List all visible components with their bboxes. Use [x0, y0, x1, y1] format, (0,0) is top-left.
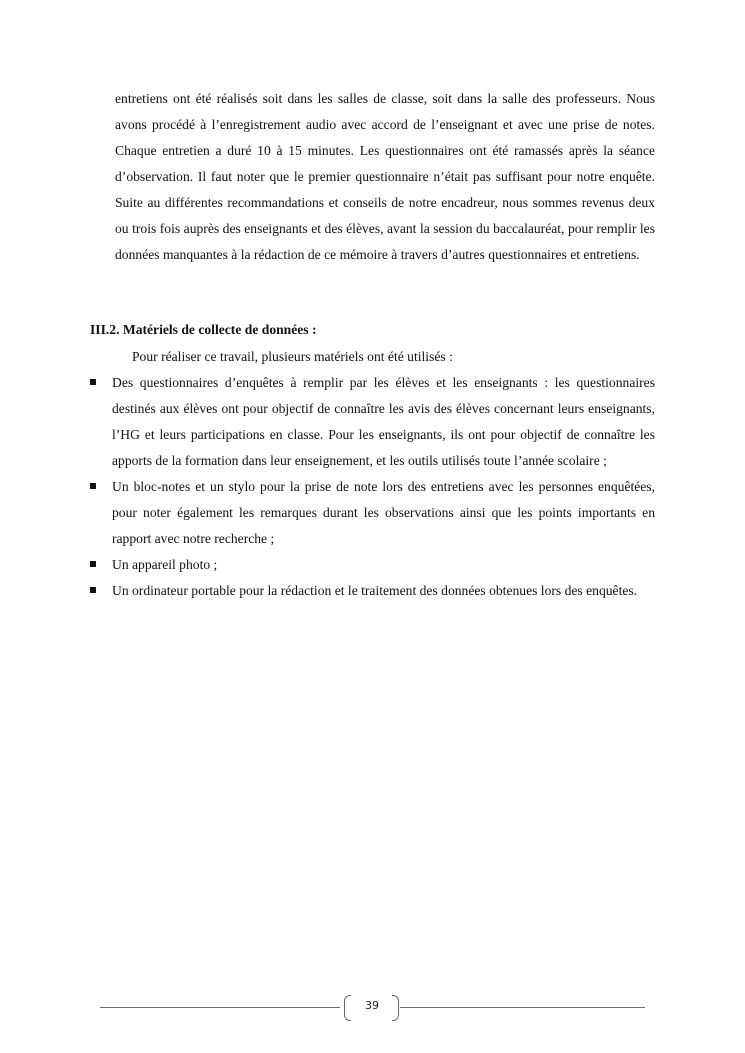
square-bullet-icon: [90, 483, 96, 489]
right-brace-icon: [392, 995, 399, 1021]
list-item: [90, 474, 655, 552]
list-item-text: Un appareil photo ;: [112, 557, 218, 572]
footer-rule-left: [100, 1007, 340, 1008]
square-bullet-icon: [90, 587, 96, 593]
list-item: [90, 578, 655, 604]
materials-list: [90, 370, 655, 604]
list-item: [90, 370, 655, 474]
page-footer: [100, 993, 645, 1023]
body-paragraph: entretiens ont été réalisés soit dans les salles de classe, soit dans la salle des professeurs. Nous avons procédé à l’enregistrement audio avec accord de l’enseignant et avec une prise de notes. Chaque entretien a duré 10 à 15 minutes. Les questionnaires ont été ramassés après la séance d’observation. Il faut noter que le premier questionnaire n’était pas suffisant pour notre enquête. Suite au différentes recommandations et conseils de notre encadreur, nous sommes revenus deux ou trois fois auprès des enseignants et des élèves, avant la session du baccalauréat, pour remplir les données manquantes à la rédaction de ce mémoire à travers d’autres questionnaires et entretiens.: [115, 91, 655, 262]
square-bullet-icon: [90, 379, 96, 385]
page-number: 39: [365, 999, 379, 1012]
left-brace-icon: [344, 995, 351, 1021]
list-item-text: Des questionnaires d’enquêtes à remplir par les élèves et les enseignants : les questionnaires destinés aux élèves ont pour objectif de connaître les avis des élèves concernant leurs enseignants, l’HG et leurs participations en classe. Pour les enseignants, ils ont pour objectif de connaître les apports de la formation dans leur enseignement, et les outils utilisés toute l’année scolaire ;: [112, 375, 655, 468]
list-item-text: Un ordinateur portable pour la rédaction et le traitement des données obtenues lors des enquêtes.: [112, 583, 638, 598]
square-bullet-icon: [90, 561, 96, 567]
list-item: [90, 552, 655, 578]
section-heading: III.2. Matériels de collecte de données :: [90, 322, 317, 337]
list-item-text: Un bloc-notes et un stylo pour la prise de note lors des entretiens avec les personnes enquêtées, pour noter également les remarques durant les observations ainsi que les points importants en rapport avec notre recherche ;: [112, 479, 655, 546]
section-intro: Pour réaliser ce travail, plusieurs matériels ont été utilisés :: [132, 349, 453, 364]
footer-rule-right: [400, 1007, 645, 1008]
